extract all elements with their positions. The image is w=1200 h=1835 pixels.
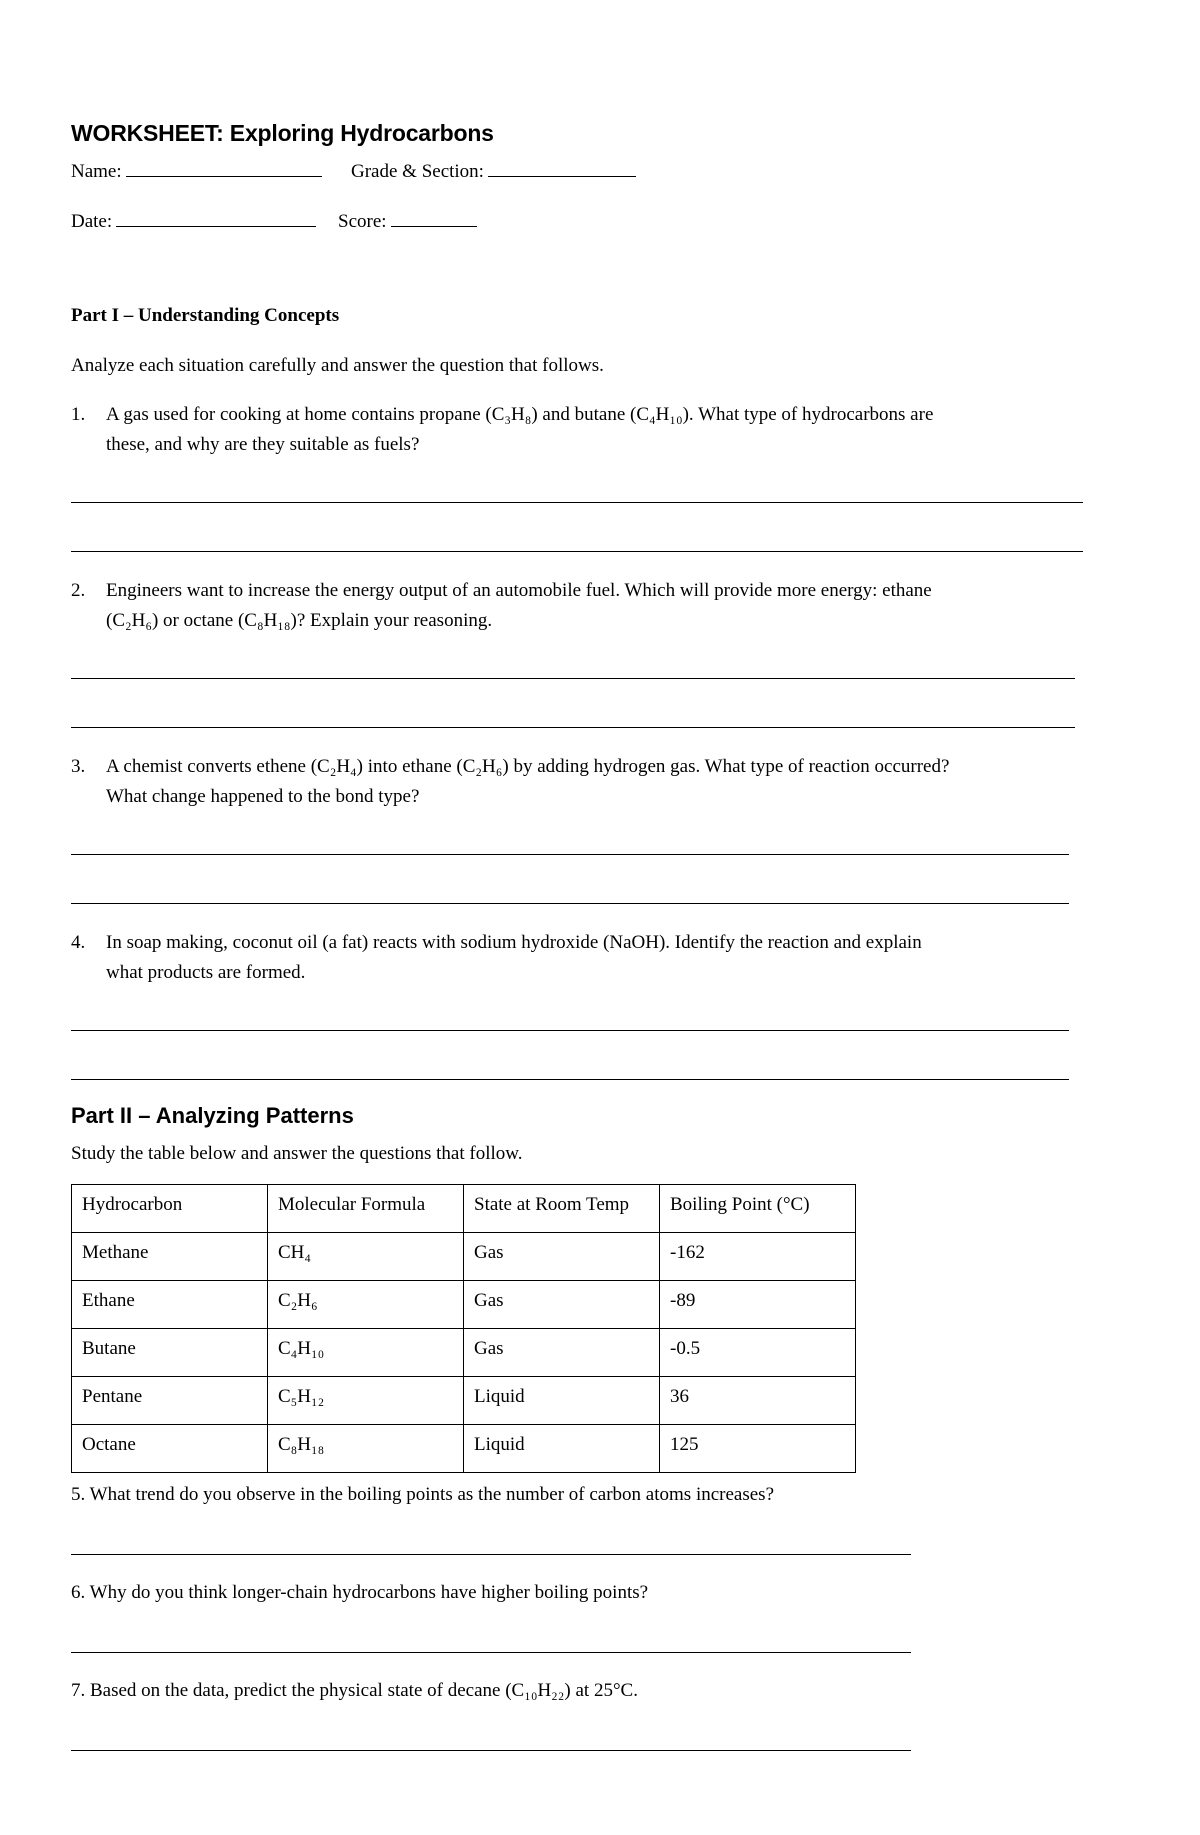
table-cell: Gas <box>464 1281 660 1329</box>
name-label: Name: <box>71 161 122 182</box>
table-header-cell: State at Room Temp <box>464 1185 660 1233</box>
answer-line[interactable] <box>71 502 1083 503</box>
table-header-cell: Molecular Formula <box>268 1185 464 1233</box>
table-cell: C₅H₁₂ <box>268 1377 464 1425</box>
table-cell: Liquid <box>464 1425 660 1473</box>
table-row <box>72 1377 856 1425</box>
part1-heading: Part I – Understanding Concepts <box>71 305 340 326</box>
grade-row <box>351 158 636 183</box>
answer-line[interactable] <box>71 678 1075 679</box>
part1-instructions: Analyze each situation carefully and answer the question that follows. <box>71 355 604 376</box>
table-cell: Pentane <box>72 1377 268 1425</box>
question-6: 6. Why do you think longer-chain hydrocarbons have higher boiling points? <box>71 1582 649 1603</box>
table-cell: Octane <box>72 1425 268 1473</box>
part2-instructions: Study the table below and answer the questions that follow. <box>71 1143 523 1164</box>
table-cell: C₂H₆ <box>268 1281 464 1329</box>
question-number: 2. <box>71 580 86 601</box>
answer-line[interactable] <box>71 1554 911 1555</box>
date-row <box>71 208 316 233</box>
table-cell: C₄H₁₀ <box>268 1329 464 1377</box>
question-text-line: these, and why are they suitable as fuels? <box>106 434 420 455</box>
question-text-line: A gas used for cooking at home contains propane (C₃H₈) and butane (C₄H₁₀). What type of hydrocarbons are <box>106 404 934 425</box>
question-text-line: (C₂H₆) or octane (C₈H₁₈)? Explain your reasoning. <box>106 610 493 631</box>
table-cell: -0.5 <box>660 1329 856 1377</box>
table-cell: Gas <box>464 1329 660 1377</box>
answer-line[interactable] <box>71 1079 1069 1080</box>
grade-field[interactable] <box>488 158 636 177</box>
table-cell: Butane <box>72 1329 268 1377</box>
answer-line[interactable] <box>71 727 1075 728</box>
table-header-cell: Hydrocarbon <box>72 1185 268 1233</box>
table-cell: -162 <box>660 1233 856 1281</box>
table-cell: Ethane <box>72 1281 268 1329</box>
score-label: Score: <box>338 211 387 232</box>
table-row <box>72 1425 856 1473</box>
answer-line[interactable] <box>71 551 1083 552</box>
question-number: 3. <box>71 756 86 777</box>
question-text-line: What change happened to the bond type? <box>106 786 420 807</box>
answer-line[interactable] <box>71 1652 911 1653</box>
table-cell: 125 <box>660 1425 856 1473</box>
question-text-line: A chemist converts ethene (C₂H₄) into ethane (C₂H₆) by adding hydrogen gas. What type of reaction occurred? <box>106 756 950 777</box>
table-cell: C₈H₁₈ <box>268 1425 464 1473</box>
grade-label: Grade & Section: <box>351 161 484 182</box>
table-header-row <box>72 1185 856 1233</box>
question-number: 1. <box>71 404 86 425</box>
answer-line[interactable] <box>71 1030 1069 1031</box>
hydrocarbon-table <box>71 1184 856 1473</box>
table-cell: Gas <box>464 1233 660 1281</box>
question-text-line: what products are formed. <box>106 962 306 983</box>
answer-line[interactable] <box>71 854 1069 855</box>
table-row <box>72 1329 856 1377</box>
name-field[interactable] <box>126 158 322 177</box>
question-text-line: Engineers want to increase the energy output of an automobile fuel. Which will provide more energy: ethane <box>106 580 932 601</box>
question-text-line: In soap making, coconut oil (a fat) reacts with sodium hydroxide (NaOH). Identify the reaction and explain <box>106 932 922 953</box>
answer-line[interactable] <box>71 1750 911 1751</box>
question-7: 7. Based on the data, predict the physical state of decane (C₁₀H₂₂) at 25°C. <box>71 1680 638 1701</box>
score-field[interactable] <box>391 208 477 227</box>
table-cell: 36 <box>660 1377 856 1425</box>
part2-heading: Part II – Analyzing Patterns <box>71 1103 354 1128</box>
table-cell: -89 <box>660 1281 856 1329</box>
score-row <box>338 208 477 233</box>
worksheet-title: WORKSHEET: Exploring Hydrocarbons <box>71 120 494 146</box>
table-header-cell: Boiling Point (°C) <box>660 1185 856 1233</box>
table-cell: Liquid <box>464 1377 660 1425</box>
date-label: Date: <box>71 211 113 232</box>
table-cell: Methane <box>72 1233 268 1281</box>
date-field[interactable] <box>116 208 316 227</box>
name-row <box>71 158 322 183</box>
question-number: 4. <box>71 932 86 953</box>
answer-line[interactable] <box>71 903 1069 904</box>
table-row <box>72 1233 856 1281</box>
table-cell: CH₄ <box>268 1233 464 1281</box>
table-row <box>72 1281 856 1329</box>
question-5: 5. What trend do you observe in the boiling points as the number of carbon atoms increases? <box>71 1484 774 1505</box>
